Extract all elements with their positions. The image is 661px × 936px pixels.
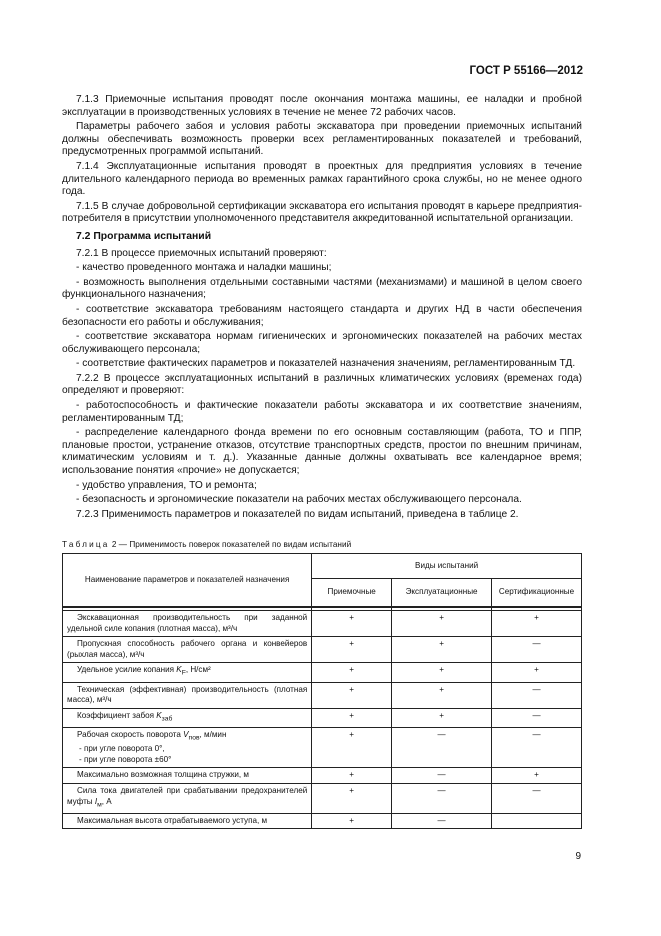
table-cell-mark: + (392, 682, 492, 708)
list-item: - удобство управления, ТО и ремонта; (76, 479, 257, 491)
list-item: - соответствие экскаватора требованиям настоящего стандарта и других НД в части обеспечения безопасности его работы и обслуживания; (62, 303, 582, 328)
table-cell-mark: + (312, 663, 392, 682)
table-row (63, 708, 582, 727)
paragraph-7-1-4: 7.1.4 Эксплуатационные испытания проводят в проектных для предприятия условиях в течение длительного календарного периода во временных рамках гарантийного срока службы, но не менее одного года. (62, 160, 582, 198)
table-cell-mark: + (392, 637, 492, 663)
table-cell-mark: — (492, 783, 582, 813)
table-cell-name: Экскавационная производительность при заданной удельной силе копания (плотная масса), м³/ч (63, 611, 312, 637)
table-cell-mark: — (492, 682, 582, 708)
table-cell-name: Пропускная способность рабочего органа и конвейеров (рыхлая масса), м³/ч (63, 637, 312, 663)
paragraph-7-2-3: 7.2.3 Применимость параметров и показателей по видам испытаний, приведена в таблице 2. (76, 508, 519, 520)
list-item: - работоспособность и фактические показатели работы экскаватора и их соответствие значениям, регламентированным ТД; (62, 400, 582, 424)
table-cell-mark: + (312, 708, 392, 727)
list-item: - соответствие экскаватора нормам гигиенических и эргономических показателей на рабочих местах обслуживающего персонала; (62, 331, 582, 355)
table-cell-mark: + (392, 708, 492, 727)
table-cell-mark: — (492, 637, 582, 663)
table-cell-name: Коэффициент забоя $K_{заб}$ (63, 708, 312, 727)
table-row (63, 611, 582, 637)
table-cell-mark: + (492, 768, 582, 784)
paragraph-7-2-1: 7.2.1 В процессе приемочных испытаний проверяют: (76, 247, 327, 259)
paragraph-7-2-2: 7.2.2 В процессе эксплуатационных испытаний в различных климатических условиях (временах года) определяют и проверяют: (62, 372, 582, 397)
table-row (63, 663, 582, 682)
table-cell-mark: + (492, 663, 582, 682)
document-body (62, 94, 582, 523)
table-head-col: Приемочные (312, 579, 392, 607)
list-item: - возможность выполнения отдельными составными частями (механизмами) и машиной в целом своего функционального назначения; (62, 276, 582, 301)
list-item: - распределение календарного фонда времени по его основным составляющим (работа, ТО и ППР, плановые простои, устранение отказов, отсутствие транспортных средств, простои по внешним причинам, климатическим условиям и т. д.). Указанные данные должны охватывать все календарное время; использование понятия «прочие» не допускается; (62, 427, 582, 477)
table-cell-name: Техническая (эффективная) производительность (плотная масса), м³/ч (63, 682, 312, 708)
table-cell-name: Удельное усилие копания $K_F$, Н/см² (63, 663, 312, 682)
table-head-col: Сертификационные (492, 579, 582, 607)
table-row (63, 783, 582, 813)
table-cell-mark: + (312, 727, 392, 767)
section-title: 7.2 Программа испытаний (76, 230, 212, 242)
table-cell-name: Максимально возможная толщина стружки, м (63, 768, 312, 784)
table-head-col: Эксплуатационные (392, 579, 492, 607)
table-cell-name: Максимальная высота отрабатываемого уступа, м (63, 813, 312, 829)
table-row (63, 768, 582, 784)
table-row (63, 813, 582, 829)
table-cell-mark: — (392, 813, 492, 829)
table-cell-mark: — (492, 727, 582, 767)
list-item: - соответствие фактических параметров и показателей назначения значениям, регламентированным ТД. (76, 358, 576, 370)
table-caption (62, 540, 351, 549)
table-cell-mark: + (312, 813, 392, 829)
table-cell-mark: + (312, 637, 392, 663)
table-row (63, 727, 582, 767)
table-cell-mark: + (312, 783, 392, 813)
paragraph-7-1-5: 7.1.5 В случае добровольной сертификации экскаватора его испытания проводят в карьере предприятия-потребителя в присутствии уполномоченного представителя аккредитованной испытательной организации. (62, 200, 582, 225)
table-head-group: Виды испытаний (312, 554, 582, 579)
table-cell-name: Сила тока двигателей при срабатывании предохранителей муфты $I_м$, А (63, 783, 312, 813)
table-cell-mark: + (312, 768, 392, 784)
table-row (63, 637, 582, 663)
table-caption-word: Таблица (62, 540, 110, 549)
table-cell-mark: + (492, 611, 582, 637)
table-caption-text: 2 — Применимость поверок показателей по видам испытаний (111, 540, 352, 549)
table-cell-mark: — (492, 708, 582, 727)
paragraph-7-1-3: 7.1.3 Приемочные испытания проводят после окончания монтажа машины, ее наладки и пробной эксплуатации в производственных условиях в течение не менее 72 рабочих часов. (62, 94, 582, 118)
list-item: - безопасность и эргономические показатели на рабочих местах обслуживающего персонала. (76, 494, 522, 506)
table-cell-name: Рабочая скорость поворота $V_{пов}$, м/мин - при угле поворота 0°, - при угле поворота ±60° (63, 727, 312, 767)
table-cell-mark: + (312, 682, 392, 708)
table-cell-mark (492, 813, 582, 829)
table-cell-mark: — (392, 783, 492, 813)
paragraph-7-1-3-cont: Параметры рабочего забоя и условия работы экскаватора при проведении приемочных испытаний должны обеспечивать возможность проверки всех регламентированных показателей и требований, предусмотренных программой испытаний. (62, 121, 582, 158)
table-head-name: Наименование параметров и показателей назначения (63, 554, 312, 608)
page-number: 9 (575, 851, 581, 862)
table-cell-mark: + (312, 611, 392, 637)
table-cell-mark: — (392, 727, 492, 767)
table-row (63, 682, 582, 708)
table-cell-mark: + (392, 663, 492, 682)
list-item: - качество проведенного монтажа и наладки машины; (76, 262, 332, 274)
document-header: ГОСТ Р 55166—2012 (469, 65, 583, 77)
table-cell-mark: + (392, 611, 492, 637)
parameters-table (62, 553, 582, 829)
table-cell-mark: — (392, 768, 492, 784)
